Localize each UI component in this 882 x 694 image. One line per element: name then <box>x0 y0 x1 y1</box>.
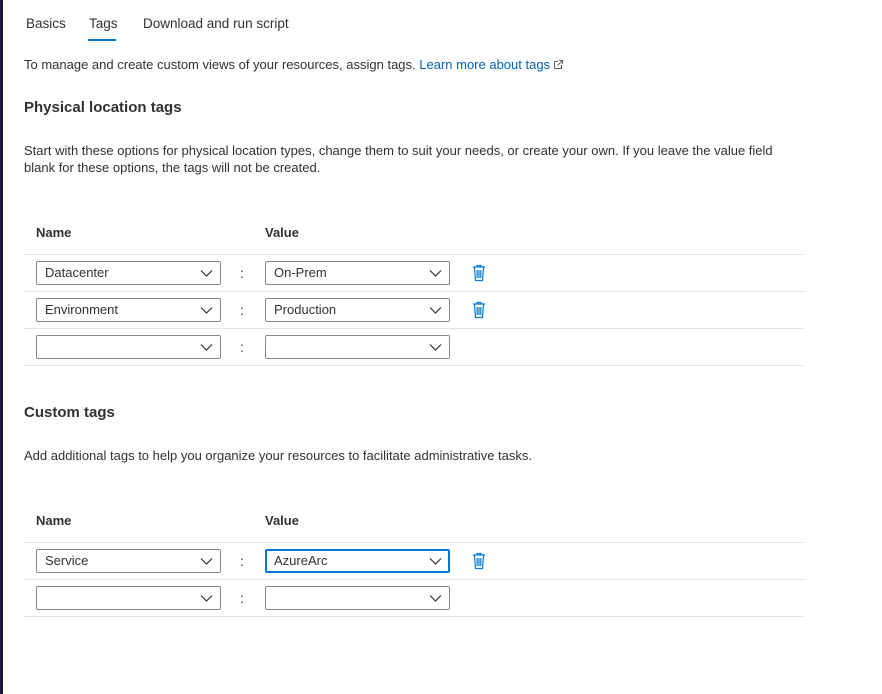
chevron-down-icon <box>429 555 442 567</box>
tag-value-dropdown-production[interactable] <box>265 298 450 322</box>
chevron-down-icon <box>200 341 213 353</box>
learn-more-link[interactable]: Learn more about tags <box>419 57 551 72</box>
custom-tags-heading: Custom tags <box>24 404 115 421</box>
tag-separator: : <box>240 590 244 606</box>
tag-name-dropdown-empty[interactable] <box>36 335 221 359</box>
tag-name-dropdown-empty[interactable] <box>36 586 221 610</box>
intro-text <box>24 57 564 72</box>
chevron-down-icon <box>429 592 442 604</box>
tag-name-value: Datacenter <box>45 265 109 280</box>
window-left-edge <box>0 0 3 694</box>
row-divider <box>24 291 804 292</box>
custom-tags-description: Add additional tags to help you organize your resources to facilitate administrative tasks. <box>24 448 532 463</box>
tag-name-value: Environment <box>45 302 118 317</box>
tab-download-and-run-script[interactable]: Download and run script <box>143 16 289 31</box>
tag-separator: : <box>240 265 244 281</box>
tag-value-dropdown-on-prem[interactable] <box>265 261 450 285</box>
tag-name-dropdown-environment[interactable] <box>36 298 221 322</box>
tag-name-value: Service <box>45 553 89 568</box>
tag-value-dropdown-empty[interactable] <box>265 586 450 610</box>
tag-value-value: Production <box>274 302 337 317</box>
tag-separator: : <box>240 302 244 318</box>
tag-value-dropdown-empty[interactable] <box>265 335 450 359</box>
row-divider <box>24 616 804 617</box>
chevron-down-icon <box>200 304 213 316</box>
tag-separator: : <box>240 553 244 569</box>
delete-tag-icon[interactable] <box>472 301 486 319</box>
chevron-down-icon <box>200 267 213 279</box>
row-divider <box>24 254 804 255</box>
physical-location-description: Start with these options for physical location types, change them to suit your needs, or create your own. If you leave the value field blank for these options, the tags will not be created. <box>24 143 773 175</box>
active-tab-indicator <box>88 39 116 41</box>
tag-value-dropdown-azurearc[interactable] <box>265 549 450 573</box>
delete-tag-icon[interactable] <box>472 552 486 570</box>
tag-value-value: AzureArc <box>274 553 328 568</box>
custom-name-header: Name <box>36 513 72 528</box>
delete-tag-icon[interactable] <box>472 264 486 282</box>
row-divider <box>24 542 804 543</box>
physical-value-header: Value <box>265 225 299 240</box>
row-divider <box>24 579 804 580</box>
intro-sentence: To manage and create custom views of your resources, assign tags. <box>24 57 420 72</box>
custom-value-header: Value <box>265 513 299 528</box>
tab-basics[interactable]: Basics <box>26 16 66 31</box>
external-link-icon <box>553 59 564 70</box>
tag-separator: : <box>240 339 244 355</box>
chevron-down-icon <box>429 267 442 279</box>
chevron-down-icon <box>200 555 213 567</box>
chevron-down-icon <box>200 592 213 604</box>
row-divider <box>24 365 804 366</box>
chevron-down-icon <box>429 341 442 353</box>
tab-tags[interactable]: Tags <box>89 16 118 31</box>
physical-name-header: Name <box>36 225 72 240</box>
chevron-down-icon <box>429 304 442 316</box>
tag-name-dropdown-datacenter[interactable] <box>36 261 221 285</box>
physical-location-heading: Physical location tags <box>24 99 182 116</box>
tag-value-value: On-Prem <box>274 265 327 280</box>
tag-name-dropdown-service[interactable] <box>36 549 221 573</box>
row-divider <box>24 328 804 329</box>
